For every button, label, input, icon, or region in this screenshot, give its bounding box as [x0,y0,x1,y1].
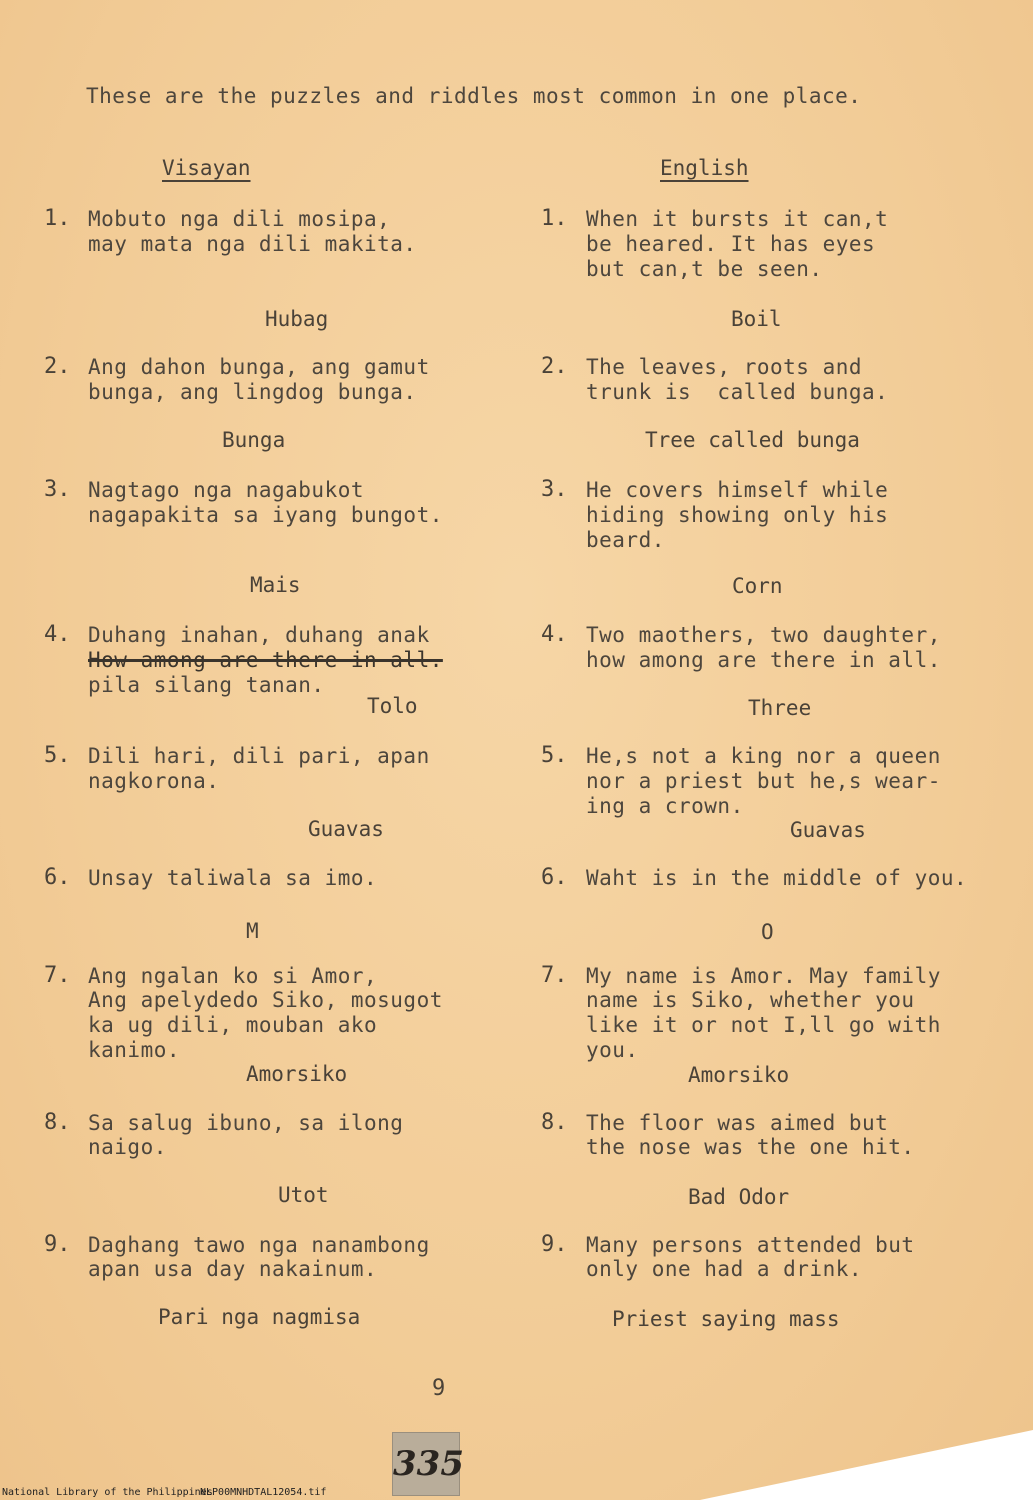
english-line: but can,t be seen. [586,257,823,281]
english-line: you. [586,1038,639,1062]
visayan-line: Daghang tawo nga nanambong [88,1233,430,1257]
visayan-answer: Utot [278,1183,329,1207]
english-answer: Bad Odor [688,1185,790,1209]
paper-corner [700,1430,1033,1500]
riddle-number: 2. [44,354,71,379]
visayan-answer: Mais [250,573,301,597]
english-line: trunk is called bunga. [586,380,889,404]
english-line: how among are there in all. [586,648,941,672]
riddle-number: 4. [541,622,568,647]
visayan-answer: Pari nga nagmisa [158,1305,361,1329]
english-answer: Amorsiko [688,1063,790,1087]
riddle-number: 8. [44,1110,71,1135]
english-line: He,s not a king nor a queen [586,744,941,768]
visayan-line: Unsay taliwala sa imo. [88,866,378,890]
riddle-number: 3. [541,477,568,502]
english-answer: Tree called bunga [645,428,860,452]
visayan-line: nagapakita sa iyang bungot. [88,503,443,527]
visayan-line: pila silang tanan. [88,673,325,697]
riddle-number: 1. [541,206,568,231]
visayan-answer: Guavas [308,817,384,841]
english-answer: Corn [732,574,783,598]
english-line: Waht is in the middle of you. [586,866,968,890]
visayan-line: nagkorona. [88,769,220,793]
english-line: Many persons attended but [586,1233,915,1257]
riddle-number: 5. [44,743,71,768]
english-answer: O [761,920,774,944]
english-line: The floor was aimed but [586,1111,889,1135]
english-line: hiding showing only his [586,503,889,527]
riddle-number: 6. [44,865,71,890]
riddle-number: 8. [541,1110,568,1135]
riddle-number: 4. [44,622,71,647]
footer-filename: NLP00MNHDTAL12054.tif [200,1487,327,1498]
visayan-answer: Tolo [367,694,418,718]
english-line: My name is Amor. May family [586,964,941,988]
visayan-line: ka ug dili, mouban ako [88,1013,378,1037]
visayan-line: Ang dahon bunga, ang gamut [88,355,430,379]
visayan-line: Ang ngalan ko si Amor, [88,964,378,988]
riddle-number: 5. [541,743,568,768]
visayan-answer: M [246,919,259,943]
english-line: The leaves, roots and [586,355,863,379]
visayan-line: bunga, ang lingdog bunga. [88,380,417,404]
riddle-number: 6. [541,865,568,890]
visayan-line: Nagtago nga nagabukot [88,478,365,502]
riddle-number: 9. [44,1232,71,1257]
visayan-line-struck: How among are there in all. [88,648,443,672]
english-line: be heared. It has eyes [586,232,876,256]
visayan-line: naigo. [88,1135,167,1159]
english-line: name is Siko, whether you [586,988,915,1012]
riddle-number: 3. [44,477,71,502]
english-line: When it bursts it can,t [586,207,889,231]
visayan-line: Duhang inahan, duhang anak [88,623,430,647]
riddle-number: 7. [541,963,568,988]
visayan-answer: Hubag [265,307,329,331]
visayan-line: kanimo. [88,1038,181,1062]
visayan-line: Mobuto nga dili mosipa, [88,207,391,231]
column-heading-english: English [660,156,749,180]
english-answer: Boil [731,307,782,331]
english-answer: Three [748,696,812,720]
riddle-number: 9. [541,1232,568,1257]
column-heading-visayan: Visayan [162,156,251,180]
visayan-answer: Bunga [222,428,286,452]
english-line: the nose was the one hit. [586,1135,915,1159]
footer-library: National Library of the Philippines [2,1487,213,1498]
page-title: These are the puzzles and riddles most common in one place. [86,84,862,108]
english-line: Two maothers, two daughter, [586,623,941,647]
english-line: beard. [586,528,665,552]
english-answer: Guavas [790,818,866,842]
visayan-line: may mata nga dili makita. [88,232,417,256]
page-number: 9 [432,1376,446,1401]
visayan-line: Ang apelydedo Siko, mosugot [88,988,443,1012]
visayan-answer: Amorsiko [246,1062,348,1086]
riddle-number: 1. [44,206,71,231]
english-line: ing a crown. [586,794,744,818]
visayan-line: Sa salug ibuno, sa ilong [88,1111,404,1135]
riddle-number: 7. [44,963,71,988]
riddle-number: 2. [541,354,568,379]
english-line: like it or not I,ll go with [586,1013,941,1037]
archive-stamp: 335 [392,1432,460,1496]
english-line: He covers himself while [586,478,889,502]
english-line: nor a priest but he,s wear- [586,769,941,793]
visayan-line: apan usa day nakainum. [88,1257,378,1281]
english-answer: Priest saying mass [612,1307,840,1331]
visayan-line: Dili hari, dili pari, apan [88,744,430,768]
english-line: only one had a drink. [586,1257,863,1281]
